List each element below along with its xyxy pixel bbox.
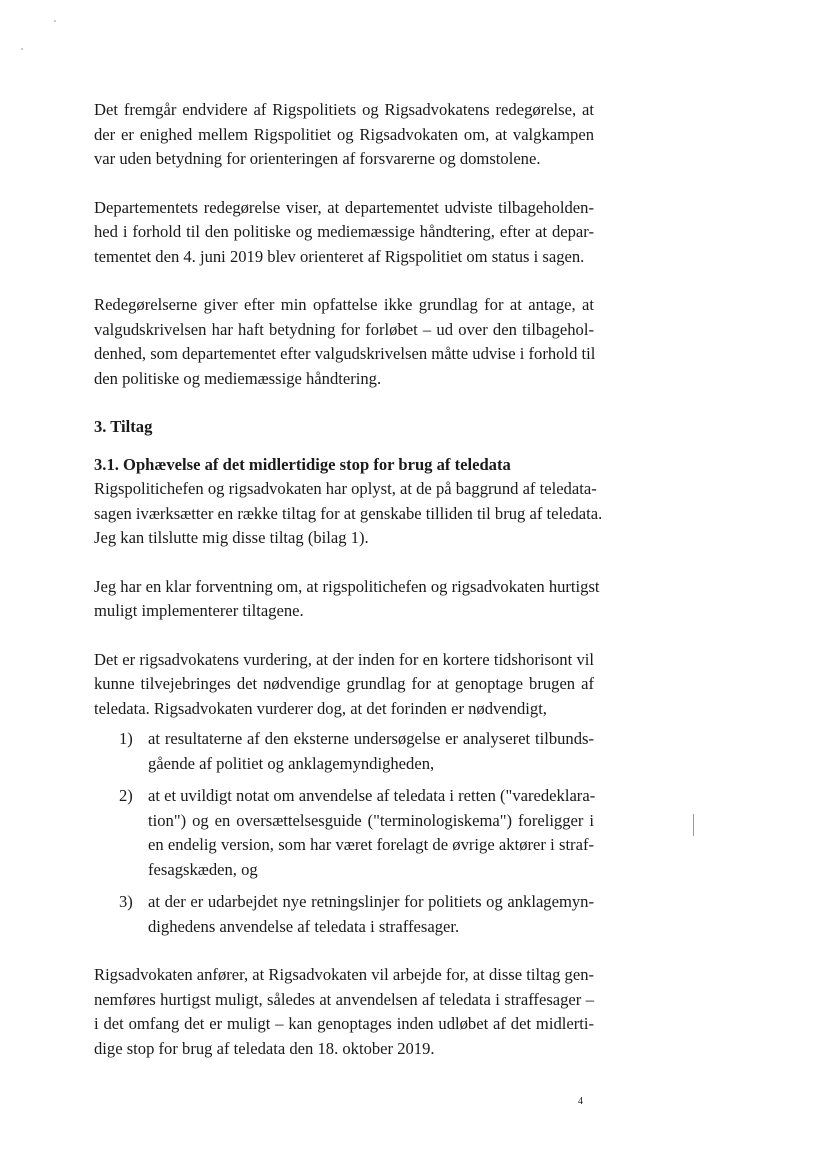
paragraph	[94, 963, 594, 1061]
scan-speck	[54, 20, 56, 22]
list-item	[94, 784, 594, 882]
text-line: var uden betydning for orienteringen af forsvarerne og domstolene.	[94, 149, 541, 168]
text-line: Rigspolitichefen og rigsadvokaten har oplyst, at de på baggrund af teledata-	[94, 479, 597, 498]
text-line: at resultaterne af den eksterne undersøgelse er analyseret tilbunds-	[148, 729, 594, 748]
numbered-list	[94, 727, 594, 939]
scan-speck	[21, 48, 23, 50]
text-line: den politiske og mediemæssige håndtering.	[94, 368, 382, 388]
text-line: Jeg kan tilslutte mig disse tiltag (bilag 1).	[94, 528, 369, 547]
text-line: Rigsadvokaten anfører, at Rigsadvokaten vil arbejde for, at disse tiltag gen-	[94, 965, 595, 984]
list-number: 1)	[119, 729, 133, 748]
paragraph	[94, 477, 603, 551]
page-number: 4	[578, 1096, 583, 1107]
list-item-text	[148, 890, 594, 939]
paragraph	[94, 98, 594, 172]
text-line: Det fremgår endvidere af Rigspolitiets og Rigsadvokatens redegørelse, at	[94, 100, 594, 119]
paragraph	[94, 293, 594, 391]
paragraph	[94, 648, 594, 722]
text-line: gående af politiet og anklagemyndigheden,	[148, 753, 435, 773]
text-line: Redegørelserne giver efter min opfattelse ikke grundlag for at antage, at	[94, 295, 594, 314]
list-number: 3)	[119, 892, 133, 911]
text-line: sagen iværksætter en række tiltag for at genskabe tilliden til brug af teledata.	[94, 503, 603, 523]
list-item	[94, 727, 594, 776]
text-line: muligt implementerer tiltagene.	[94, 601, 304, 620]
list-item	[94, 890, 594, 939]
text-line: denhed, som departementet efter valgudskrivelsen måtte udvise i forhold til	[94, 344, 596, 363]
list-number: 2)	[119, 786, 133, 805]
text-line: at der er udarbejdet nye retningslinjer for politiets og anklagemyn-	[148, 892, 594, 911]
text-line: i det omfang det er muligt – kan genoptages inden udløbet af det midlerti-	[94, 1014, 594, 1033]
text-line: at et uvildigt notat om anvendelse af teledata i retten ("varedeklara-	[148, 786, 596, 805]
text-line: fesagskæden, og	[148, 859, 258, 879]
list-item-text	[148, 784, 594, 882]
text-line: hed i forhold til den politiske og mediemæssige håndtering, efter at depar-	[94, 222, 594, 241]
text-line: teledata. Rigsadvokaten vurderer dog, at det forinden er nødvendigt,	[94, 698, 547, 718]
text-line: en endelig version, som har været forelagt de øvrige aktører i straf-	[148, 835, 594, 854]
margin-mark	[693, 814, 694, 836]
text-line: Det er rigsadvokatens vurdering, at der inden for en kortere tidshorisont vil	[94, 649, 594, 669]
text-line: der er enighed mellem Rigspolitiet og Rigsadvokaten om, at valgkampen	[94, 124, 594, 144]
text-line: Departementets redegørelse viser, at departementet udviste tilbageholden-	[94, 197, 594, 217]
paragraph	[94, 575, 600, 624]
text-line: valgudskrivelsen har haft betydning for forløbet – ud over den tilbagehol-	[94, 319, 594, 339]
text-line: nemføres hurtigst muligt, således at anvendelsen af teledata i straffesager –	[94, 989, 594, 1009]
section-heading: 3. Tiltag	[94, 417, 153, 436]
list-item-text	[148, 727, 594, 776]
paragraph	[94, 196, 594, 270]
text-line: dige stop for brug af teledata den 18. oktober 2019.	[94, 1038, 435, 1058]
subsection-heading: 3.1. Ophævelse af det midlertidige stop for brug af teledata	[94, 455, 511, 474]
text-line: tion") og en oversættelsesguide ("terminologiskema") foreligger i	[148, 810, 594, 830]
text-line: kunne tilvejebringes det nødvendige grundlag for at genoptage brugen af	[94, 674, 594, 693]
document-page	[94, 98, 603, 1085]
text-line: tementet den 4. juni 2019 blev orienteret af Rigspolitiet om status i sagen.	[94, 246, 585, 266]
text-line: dighedens anvendelse af teledata i straffesager.	[148, 916, 460, 936]
text-line: Jeg har en klar forventning om, at rigspolitichefen og rigsadvokaten hurtigst	[94, 576, 600, 596]
